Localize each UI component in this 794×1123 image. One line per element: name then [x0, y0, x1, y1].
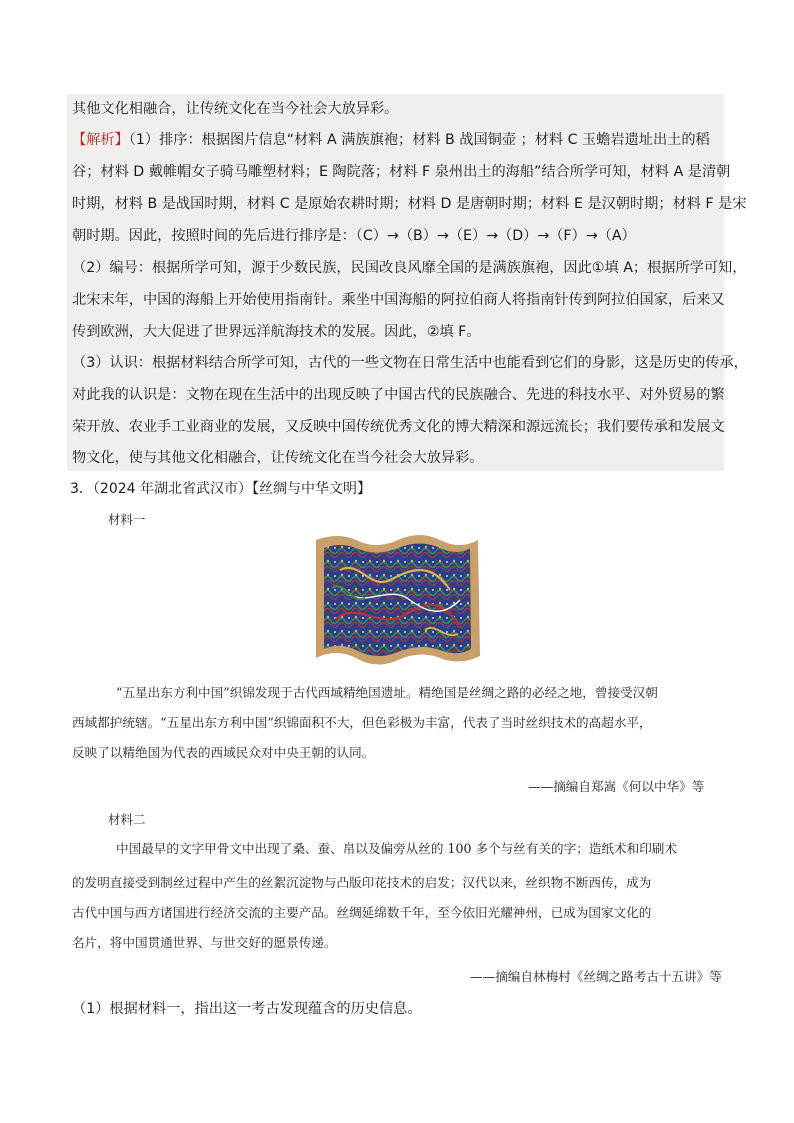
material2-text-line: 中国最早的文字甲骨文中出现了桑、蚕、帛以及偏旁从丝的 100 多个与丝有关的字；造纸术和印刷术 — [116, 841, 677, 856]
answer-line: （2）编号：根据所学可知，源于少数民族，民国改良风靡全国的是满族旗袍，因此①填 A；根据所学可知， — [72, 260, 747, 276]
answer-line: 其他文化相融合，让传统文化在当今社会大放异彩。 — [72, 101, 399, 117]
answer-line: 谷；材料 D 戴帷帽女子骑马雕塑材料；E 陶院落；材料 F 泉州出土的海船”结合所学可知，材料 A 是清朝 — [72, 164, 731, 180]
answer-line: 北宋末年，中国的海船上开始使用指南针。乘坐中国海船的阿拉伯商人将指南针传到阿拉伯国家，后来又 — [72, 292, 725, 308]
material2-label: 材料二 — [108, 812, 146, 827]
answer-shaded-block — [67, 94, 724, 471]
answer-line: 对此我的认识是：文物在现在生活中的出现反映了中国古代的民族融合、先进的科技水平、对外贸易的繁 — [72, 387, 725, 403]
analysis-tag: 【解析】 — [72, 132, 129, 148]
material2-text-line: 的发明直接受到制丝过程中产生的丝絮沉淀物与凸版印花技术的启发；汉代以来，丝织物不断西传，成为 — [72, 875, 652, 890]
brocade-image — [310, 530, 485, 670]
material2-source: ——摘编自林梅村《丝绸之路考古十五讲》等 — [470, 969, 722, 984]
material1-text-line: “五星出东方利中国”织锦发现于古代西域精绝国遗址。精绝国是丝绸之路的必经之地，曾接受汉朝 — [116, 685, 658, 700]
answer-line: 朝时期。因此，按照时间的先后进行排序是：（C）→（B）→（E）→（D）→（F）→（A） — [72, 228, 636, 244]
answer-line: 物文化，使与其他文化相融合，让传统文化在当今社会大放异彩。 — [72, 450, 484, 466]
sub-question-1: （1）根据材料一，指出这一考古发现蕴含的历史信息。 — [72, 1001, 422, 1017]
analysis-text: （1）排序：根据图片信息“材料 A 满族旗袍；材料 B 战国铜壶 ；材料 C 玉蟾岩遗址出土的稻 — [128, 132, 710, 148]
answer-line: （3）认识：根据材料结合所学可知，古代的一些文物在日常生活中也能看到它们的身影，这是历史的传承， — [72, 355, 748, 371]
material1-source: ——摘编自郑嵩《何以中华》等 — [528, 779, 705, 794]
material1-text-line: 反映了以精绝国为代表的西域民众对中央王朝的认同。 — [72, 745, 375, 760]
answer-line: 时期，材料 B 是战国时期，材料 C 是原始农耕时期；材料 D 是唐朝时期；材料 E 是汉朝时期；材料 F 是宋 — [72, 196, 747, 212]
material1-label: 材料一 — [108, 512, 146, 527]
material1-text-line: 西域都护统辖。“五星出东方利中国”织锦面积不大，但色彩极为丰富，代表了当时丝织技术的高超水平， — [72, 715, 652, 730]
analysis-line — [72, 131, 710, 149]
brocade-icon — [310, 530, 485, 670]
answer-line: 传到欧洲，大大促进了世界远洋航海技术的发展。因此，②填 F。 — [72, 324, 481, 340]
material2-text-line: 古代中国与西方诸国进行经济交流的主要产品。丝绸延绵数千年，至今依旧光耀神州，已成为国家文化的 — [72, 905, 652, 920]
material2-text-line: 名片，将中国贯通世界、与世交好的愿景传递。 — [72, 935, 337, 950]
answer-line: 荣开放、农业手工业商业的发展，又反映中国传统优秀文化的博大精深和源远流长；我们要传承和发展文 — [72, 419, 725, 435]
question-title: 3．（2024 年湖北省武汉市）【丝绸与中华文明】 — [70, 481, 371, 497]
